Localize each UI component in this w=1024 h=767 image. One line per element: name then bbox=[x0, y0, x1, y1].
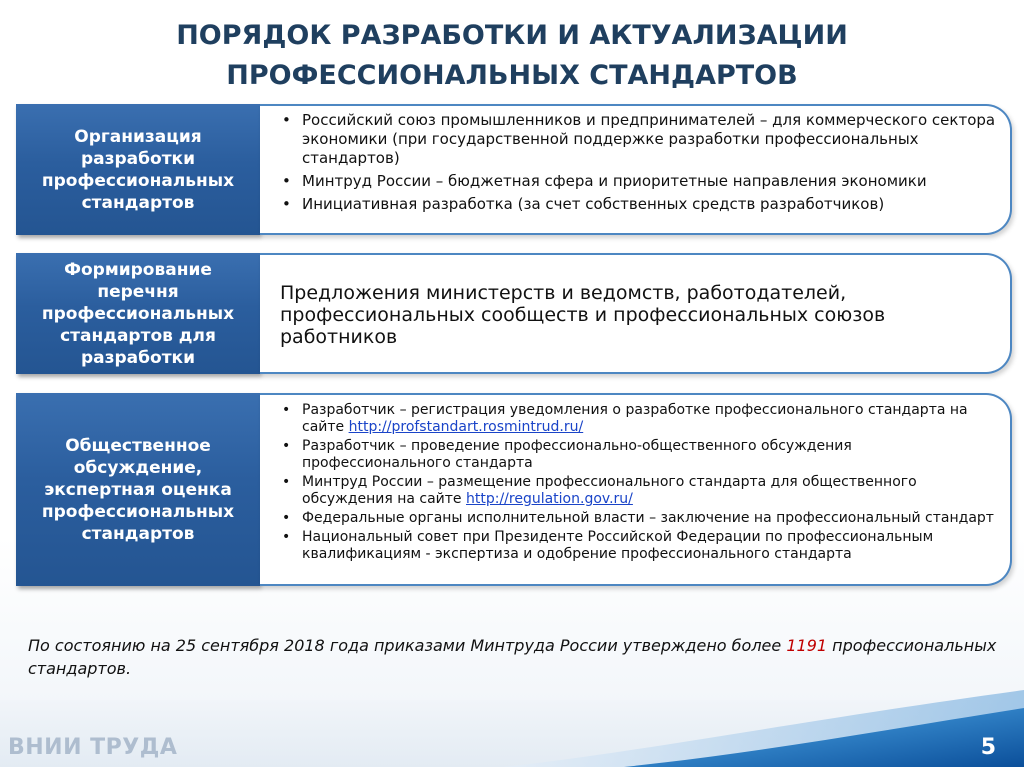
title-line-2: ПРОФЕССИОНАЛЬНЫХ СТАНДАРТОВ bbox=[226, 60, 798, 91]
item-text: Разработчик – проведение профессионально-общественного обсуждения профессионального стандарта bbox=[302, 438, 852, 471]
footnote-text: По состоянию на 25 сентября 2018 года приказами Минтруда России утверждено более bbox=[28, 636, 787, 655]
label-line: экспертная оценка bbox=[44, 479, 232, 500]
page-title bbox=[0, 16, 1024, 96]
org-name: ВНИИ ТРУДА bbox=[8, 735, 178, 760]
row-content bbox=[260, 253, 1012, 374]
row-public-discussion bbox=[16, 393, 1012, 586]
label-line: профессиональных bbox=[41, 303, 235, 324]
list-item bbox=[270, 529, 1000, 563]
footer-wave-graphic bbox=[504, 690, 1024, 767]
item-text: Национальный совет при Президенте Российской Федерации по профессиональным квалификациям - экспертиза и одобрение профессионального стандарта bbox=[302, 529, 934, 562]
label-line: стандартов bbox=[81, 523, 195, 544]
regulation-link[interactable]: http://regulation.gov.ru/ bbox=[466, 491, 633, 507]
item-text: Минтруд России – размещение профессионального стандарта для общественного обсуждения на сайте bbox=[302, 474, 917, 507]
row-label bbox=[16, 104, 260, 235]
page-number: 5 bbox=[980, 735, 996, 760]
label-line: Формирование bbox=[64, 259, 212, 280]
bullet-list bbox=[270, 402, 1000, 563]
row-label bbox=[16, 253, 260, 374]
list-item bbox=[270, 438, 1000, 472]
row-content bbox=[260, 393, 1012, 586]
item-text: Федеральные органы исполнительной власти – заключение на профессиональный стандарт bbox=[302, 510, 994, 526]
row-list-formation bbox=[16, 253, 1012, 374]
list-item: • Инициативная разработка (за счет собственных средств разработчиков) bbox=[270, 195, 1000, 214]
bullet-list bbox=[270, 111, 1000, 214]
list-item: • Российский союз промышленников и предпринимателей – для коммерческого сектора экономики (при государственной поддержке разработки профессиональных стандартов) bbox=[270, 111, 1000, 168]
row-content bbox=[260, 104, 1012, 235]
row-label bbox=[16, 393, 260, 586]
label-line: стандартов для bbox=[60, 325, 216, 346]
footnote bbox=[28, 634, 1008, 680]
label-line: стандартов bbox=[81, 192, 195, 213]
footnote-text: профессиональных стандартов. bbox=[28, 636, 997, 678]
label-line: профессиональных bbox=[41, 170, 235, 191]
label-line: Общественное bbox=[65, 435, 211, 456]
row-organization bbox=[16, 104, 1012, 235]
list-item bbox=[270, 402, 1000, 436]
list-item: • Минтруд России – бюджетная сфера и приоритетные направления экономики bbox=[270, 172, 1000, 191]
title-line-1: ПОРЯДОК РАЗРАБОТКИ И АКТУАЛИЗАЦИИ bbox=[176, 20, 848, 51]
label-line: разработки bbox=[80, 148, 195, 169]
label-line: перечня bbox=[97, 281, 179, 302]
profstandart-link[interactable]: http://profstandart.rosmintrud.ru/ bbox=[348, 419, 584, 435]
label-line: профессиональных bbox=[41, 501, 235, 522]
label-line: Организация bbox=[74, 126, 202, 147]
label-line: обсуждение, bbox=[73, 457, 203, 478]
proposals-text: Предложения министерств и ведомств, работодателей, профессиональных сообществ и профессиональных союзов работников bbox=[280, 282, 886, 348]
approved-count: 1191 bbox=[786, 636, 828, 655]
item-text: Разработчик – регистрация уведомления о разработке профессионального стандарта на сайте bbox=[302, 402, 968, 435]
label-line: разработки bbox=[80, 347, 195, 368]
list-item bbox=[270, 510, 1000, 527]
list-item bbox=[270, 474, 1000, 508]
